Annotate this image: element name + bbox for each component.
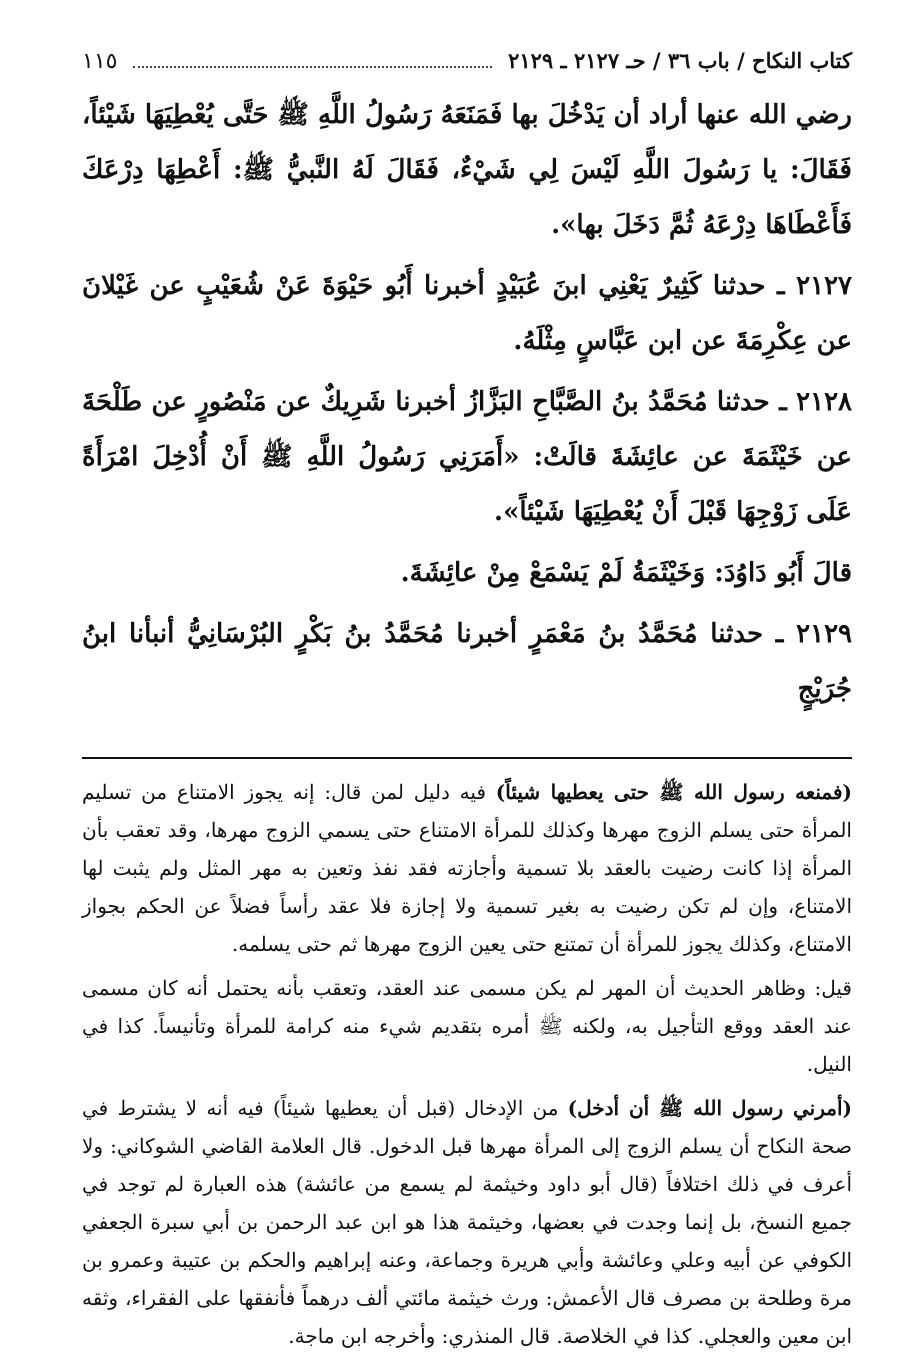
commentary-body: قيل: وظاهر الحديث أن المهر لم يكن مسمى عند العقد، وتعقب بأنه يحتمل أنه كان مسمى عند العقد ووقع التأجيل به، ولكنه ﷺ أمره بتقديم شيء منه كرامة للمرأة وتأنيساً. كذا في النيل. (82, 976, 852, 1076)
commentary-notes (82, 773, 852, 1355)
commentary-body: من الإدخال (قبل أن يعطيها شيئاً) فيه أنه لا يشترط في صحة النكاح أن يسلم الزوج إلى المرأة مهرها قبل الدخول. قال العلامة القاضي الشوكاني: ولا أعرف في ذلك اختلافاً (قال أبو داود وخيثمة لم يسمع من عائشة) هذه العبارة لم توجد في جميع النسخ، بل إنما وجدت في بعضها، وخيثمة هذا هو ابن عبد الرحمن بن أبي سبرة الجعفي الكوفي عن أبيه وعلي وعائشة وأبي هريرة وجماعة، وعنه إبراهيم والحكم بن عتيبة وعمرو بن مرة وطلحة بن مصرف قال الأعمش: ورث خيثمة مائتي ألف درهماً فأنفقها على الفقراء، وثقه ابن معين والعجلي. كذا في الخلاصة. قال المنذري: وأخرجه ابن ماجة. (82, 1096, 853, 1348)
hadith-body: رضي الله عنها أراد أن يَدْخُلَ بها فَمَنَعَهُ رَسُولُ اللَّهِ ﷺ حَتَّى يُعْطِيَهَا شَيْئاً، فَقَالَ: يا رَسُولَ اللَّهِ لَيْسَ لِي شَيْءٌ، فَقَالَ لَهُ النَّبيُّ ﷺ: أَعْطِهَا دِرْعَكَ فَأَعْطَاهَا دِرْعَهُ ثُمَّ دَخَلَ بها». (82, 100, 852, 240)
hadith-body: قالَ أَبُو دَاوُدَ: وَخَيْثَمَةُ لَمْ يَسْمَعْ مِنْ عائِشَةَ. (400, 558, 852, 588)
hadith-paragraph (82, 375, 852, 540)
hadith-body: ـ حدثنا مُحَمَّدُ بنُ مَعْمَرٍ أخبرنا مُحَمَّدُ بنُ بَكْرٍ البُرْسَانِيُّ أنبأنا ابنُ جُرَيْجٍ (82, 619, 852, 704)
hadith-body: ـ حدثنا مُحَمَّدُ بنُ الصَّبَّاحِ البَزَّازُ أخبرنا شَرِيكٌ عن مَنْصُورٍ عن طَلْحَةَ عن خَيْثَمَةَ عن عائِشَةَ قالَتْ: «أَمَرَنِي رَسُولُ اللَّهِ ﷺ أَنْ أُدْخِلَ امْرَأَةً عَلَى زَوْجِهَا قَبْلَ أَنْ يُعْطِيَهَا شَيْئاً». (82, 387, 852, 527)
commentary-paragraph (82, 1089, 852, 1355)
hadith-paragraph (82, 607, 852, 717)
hadith-paragraph (82, 259, 852, 369)
hadith-text (82, 88, 852, 717)
hadith-body: ـ حدثنا كَثِيرٌ يَعْنِي ابنَ عُبَيْدٍ أخبرنا أَبُو حَيْوَةَ عَنْ شُعَيْبٍ عن غَيْلانَ عن عِكْرِمَةَ عن ابن عَبَّاسٍ مِثْلَهُ. (82, 271, 852, 356)
commentary-lemma: (أمرني رسول الله ﷺ أن أدخل) (567, 1096, 853, 1120)
commentary-paragraph (82, 969, 852, 1083)
page-number: ١١٥ (82, 49, 118, 74)
hadith-paragraph (82, 546, 852, 601)
hadith-number: ٢١٢٨ (796, 387, 852, 417)
hadith-paragraph (82, 88, 852, 253)
running-header (82, 48, 852, 88)
chapter-heading: كتاب النكاح / باب ٣٦ / حـ ٢١٢٧ ـ ٢١٢٩ (508, 48, 852, 73)
commentary-paragraph (82, 773, 852, 963)
commentary-lemma: (فمنعه رسول الله ﷺ حتى يعطيها شيئاً) (495, 780, 853, 804)
hadith-number: ٢١٢٧ (796, 271, 853, 301)
commentary-body: فيه دليل لمن قال: إنه يجوز الامتناع من تسليم المرأة حتى يسلم الزوج مهرها وكذلك للمرأة الامتناع حتى يسمي الزوج مهرها، وقد تعقب بأن المرأة إذا كانت رضيت بالعقد بلا تسمية وأجازته فقد نفذ وتعين به مهر المثل ولم يثبت لها الامتناع، وإن لم تكن رضيت به بغير تسمية ولا إجازة فلا عقد رأساً فضلاً عن الحكم بجواز الامتناع، وكذلك يجوز للمرأة أن تمتنع حتى يعين الزوج مهرها ثم حتى يسلمه. (82, 780, 852, 956)
hadith-number: ٢١٢٩ (796, 619, 852, 649)
dotted-leader (133, 52, 492, 68)
footnote-divider (82, 757, 852, 759)
book-page (82, 48, 852, 1361)
